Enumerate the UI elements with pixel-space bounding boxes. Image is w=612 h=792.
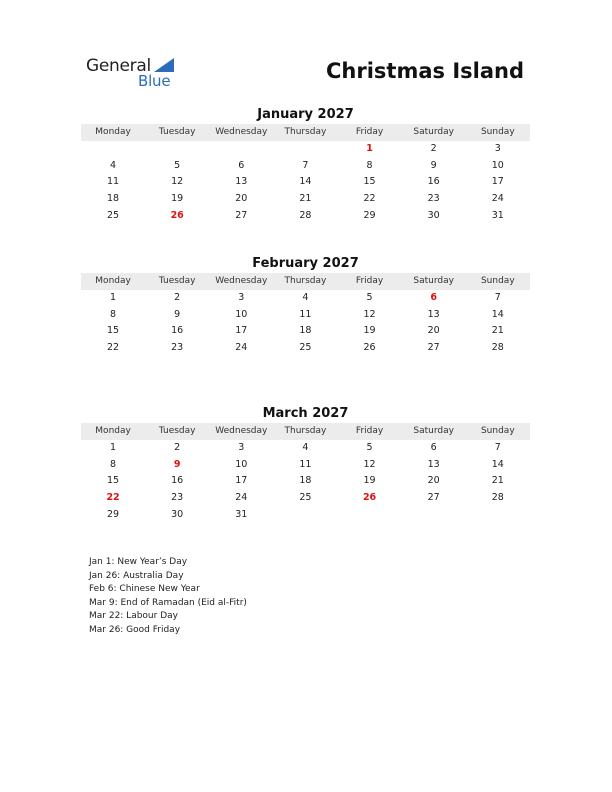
day-cell — [466, 507, 530, 524]
day-cell: 2 — [174, 292, 181, 303]
weekday-header-row — [81, 124, 530, 141]
month-title: February 2027 — [252, 256, 359, 271]
week-row — [81, 457, 530, 474]
day-cell: 14 — [491, 308, 504, 320]
day-cell: 12 — [363, 308, 376, 320]
day-cell: 20 — [427, 325, 440, 337]
day-cell: 6 — [238, 159, 245, 171]
day-cell: 31 — [235, 508, 248, 520]
day-cell: 4 — [302, 292, 309, 303]
logo-triangle-icon — [154, 58, 174, 72]
day-cell: 18 — [299, 325, 312, 337]
day-cell: 8 — [366, 159, 373, 171]
weekday-label: Monday — [95, 276, 131, 286]
weekday-label: Sunday — [480, 426, 515, 436]
day-cell: 12 — [171, 176, 184, 188]
week-row — [81, 290, 530, 307]
day-cell: 29 — [107, 508, 120, 520]
day-cell: 21 — [491, 325, 504, 337]
day-cell: 16 — [171, 325, 184, 337]
holiday-item: Mar 26: Good Friday — [89, 624, 181, 635]
day-cell: 5 — [174, 159, 181, 171]
day-cell: 15 — [107, 475, 120, 487]
holiday-item: Feb 6: Chinese New Year — [89, 584, 200, 595]
day-cell: 20 — [235, 193, 248, 205]
day-cell: 27 — [427, 492, 440, 504]
weekday-label: Friday — [355, 127, 384, 137]
day-cell: 10 — [491, 159, 504, 171]
day-cell: 7 — [302, 159, 309, 171]
weekday-label: Thursday — [284, 426, 327, 436]
day-cell: 19 — [363, 475, 376, 487]
day-cell: 17 — [235, 475, 248, 487]
weekday-label: Monday — [95, 426, 131, 436]
day-cell: 9 — [173, 458, 181, 470]
month-calendar — [81, 256, 530, 357]
week-row — [81, 174, 530, 191]
holiday-item: Jan 26: Australia Day — [89, 570, 184, 581]
day-cell: 24 — [235, 342, 248, 354]
day-cell: 22 — [106, 492, 120, 504]
day-cell: 26 — [170, 209, 184, 221]
weekday-label: Thursday — [284, 276, 327, 286]
month-title: March 2027 — [262, 406, 349, 421]
day-cell: 6 — [430, 292, 437, 303]
day-cell: 28 — [299, 209, 312, 221]
day-cell: 30 — [427, 209, 440, 221]
day-cell: 14 — [491, 458, 504, 470]
week-row — [81, 323, 530, 340]
weekday-label: Sunday — [480, 127, 515, 137]
weekday-label: Friday — [355, 426, 384, 436]
logo-text-blue: Blue — [138, 72, 171, 90]
day-cell: 29 — [363, 209, 376, 221]
day-cell: 15 — [107, 325, 120, 337]
day-cell: 1 — [110, 292, 117, 303]
day-cell: 15 — [363, 176, 376, 188]
day-cell: 11 — [299, 458, 312, 470]
day-cell: 6 — [430, 442, 437, 453]
weekday-label: Monday — [95, 127, 131, 137]
day-cell: 28 — [491, 492, 504, 504]
day-cell: 11 — [107, 176, 120, 188]
weekday-label: Saturday — [413, 127, 454, 137]
month-title: January 2027 — [257, 107, 354, 122]
weekday-label: Tuesday — [158, 426, 196, 436]
day-cell — [145, 141, 209, 158]
weekday-label: Wednesday — [215, 127, 268, 137]
week-row — [81, 141, 530, 158]
day-cell: 7 — [494, 442, 501, 453]
weekday-label: Tuesday — [158, 276, 196, 286]
day-cell: 21 — [299, 193, 312, 205]
weekday-label: Sunday — [480, 276, 515, 286]
day-cell: 13 — [427, 458, 440, 470]
day-cell — [338, 507, 402, 524]
day-cell: 2 — [174, 442, 181, 453]
day-cell: 22 — [363, 193, 376, 205]
day-cell: 3 — [494, 143, 501, 154]
holiday-item: Mar 9: End of Ramadan (Eid al-Fitr) — [89, 597, 247, 608]
week-row — [81, 490, 530, 507]
day-cell — [402, 507, 466, 524]
day-cell: 17 — [491, 176, 504, 188]
day-cell — [273, 507, 337, 524]
day-cell: 20 — [427, 475, 440, 487]
day-cell: 24 — [491, 193, 504, 205]
month-calendar — [81, 406, 530, 523]
day-cell: 5 — [366, 442, 373, 453]
weekday-label: Wednesday — [215, 276, 268, 286]
holiday-item: Jan 1: New Year’s Day — [89, 557, 188, 567]
day-cell: 28 — [491, 342, 504, 354]
day-cell: 26 — [362, 492, 377, 504]
day-cell: 10 — [235, 308, 248, 320]
day-cell: 26 — [363, 342, 376, 354]
day-cell: 25 — [107, 209, 120, 221]
day-cell — [209, 141, 273, 158]
country-title: Christmas Island — [326, 59, 524, 83]
weekday-label: Tuesday — [158, 127, 196, 137]
week-row — [81, 440, 530, 457]
day-cell: 30 — [171, 508, 184, 520]
day-cell: 7 — [494, 292, 501, 303]
day-cell: 1 — [110, 442, 117, 453]
day-cell: 25 — [299, 492, 312, 504]
day-cell: 25 — [299, 342, 312, 354]
week-row — [81, 191, 530, 208]
day-cell: 19 — [171, 193, 184, 205]
day-cell: 3 — [238, 292, 245, 303]
day-cell: 8 — [110, 458, 117, 470]
weekday-header-row — [81, 423, 530, 440]
week-row — [81, 208, 530, 225]
day-cell: 23 — [171, 342, 184, 354]
weekday-label: Wednesday — [215, 426, 268, 436]
day-cell: 19 — [363, 325, 376, 337]
day-cell: 5 — [366, 292, 373, 303]
day-cell: 23 — [171, 492, 184, 504]
day-cell: 23 — [427, 193, 440, 205]
day-cell: 2 — [430, 143, 437, 154]
day-cell: 18 — [107, 193, 120, 205]
day-cell: 24 — [235, 492, 248, 504]
day-cell: 9 — [174, 308, 181, 320]
holiday-list — [89, 556, 247, 638]
day-cell: 9 — [430, 159, 437, 171]
holiday-item: Mar 22: Labour Day — [89, 611, 178, 622]
weekday-label: Thursday — [284, 127, 327, 137]
day-cell — [273, 141, 337, 158]
week-row — [81, 507, 530, 524]
day-cell: 16 — [427, 176, 440, 188]
month-calendar — [81, 107, 530, 224]
day-cell: 18 — [299, 475, 312, 487]
day-cell: 4 — [110, 159, 117, 171]
week-row — [81, 158, 530, 175]
weekday-header-row — [81, 273, 530, 290]
day-cell: 1 — [366, 143, 373, 154]
day-cell: 17 — [235, 325, 248, 337]
weekday-label: Saturday — [413, 426, 454, 436]
day-cell — [81, 141, 145, 158]
day-cell: 27 — [235, 209, 248, 221]
day-cell: 13 — [427, 308, 440, 320]
day-cell: 10 — [235, 458, 248, 470]
week-row — [81, 473, 530, 490]
weekday-label: Saturday — [413, 276, 454, 286]
day-cell: 3 — [238, 442, 245, 453]
day-cell: 21 — [491, 475, 504, 487]
day-cell: 8 — [110, 308, 117, 320]
day-cell: 11 — [299, 308, 312, 320]
week-row — [81, 340, 530, 357]
day-cell: 22 — [107, 342, 120, 354]
day-cell: 12 — [363, 458, 376, 470]
day-cell: 16 — [171, 475, 184, 487]
day-cell: 13 — [235, 176, 248, 188]
generalblue-logo — [86, 56, 186, 92]
day-cell: 27 — [427, 342, 440, 354]
day-cell: 31 — [491, 209, 504, 221]
week-row — [81, 307, 530, 324]
day-cell: 4 — [302, 442, 309, 453]
day-cell: 14 — [299, 176, 312, 188]
logo-text-general: General — [86, 56, 151, 76]
weekday-label: Friday — [355, 276, 384, 286]
